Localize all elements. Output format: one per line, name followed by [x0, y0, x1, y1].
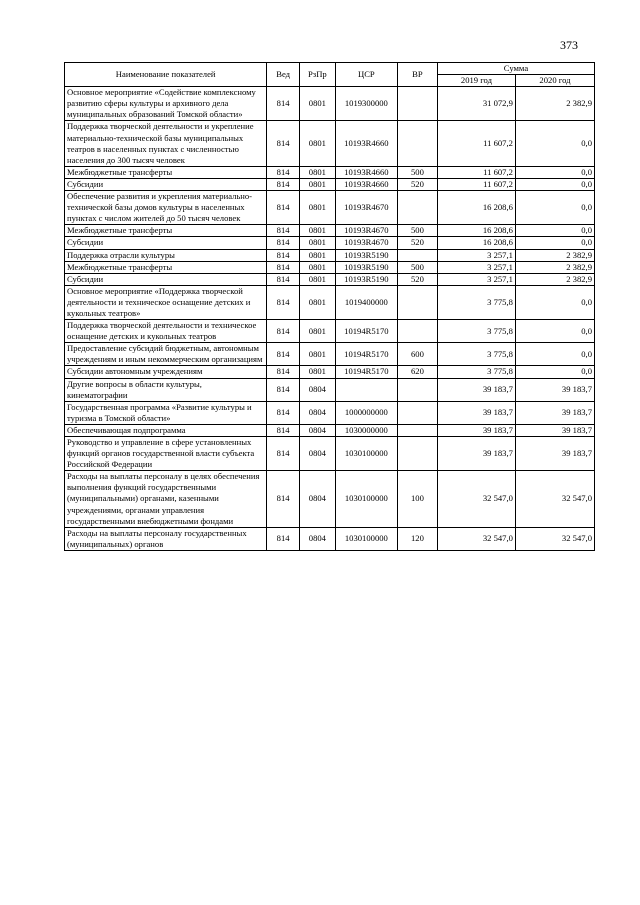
- row-name: Руководство и управление в сфере установленных функций органов государственной власти субъекта Российской Федерации: [65, 437, 267, 471]
- row-vr: 520: [397, 273, 437, 285]
- row-ved: 814: [267, 343, 300, 366]
- row-ved: 814: [267, 121, 300, 166]
- row-ved: 814: [267, 87, 300, 121]
- table-row: [65, 191, 595, 225]
- row-csr: 1030100000: [335, 437, 397, 471]
- row-vr: [397, 249, 437, 261]
- row-sum-2020: 32 547,0: [515, 527, 594, 550]
- header-csr: ЦСР: [335, 63, 397, 87]
- row-rzpr: 0801: [299, 178, 335, 190]
- row-csr: 10193R5190: [335, 273, 397, 285]
- row-sum-2019: 11 607,2: [437, 121, 515, 166]
- row-name: Обеспечивающая подпрограмма: [65, 424, 267, 436]
- row-vr: 500: [397, 261, 437, 273]
- row-sum-2020: 2 382,9: [515, 273, 594, 285]
- table-row: [65, 178, 595, 190]
- row-csr: 1019300000: [335, 87, 397, 121]
- row-sum-2020: 0,0: [515, 178, 594, 190]
- row-rzpr: 0801: [299, 320, 335, 343]
- row-sum-2020: 39 183,7: [515, 401, 594, 424]
- table-row: [65, 166, 595, 178]
- row-csr: 1030100000: [335, 471, 397, 527]
- row-vr: [397, 87, 437, 121]
- table-row: [65, 249, 595, 261]
- row-name: Основное мероприятие «Содействие комплексному развитию сферы культуры и архивного дела муниципальных образований Томской области»: [65, 87, 267, 121]
- row-ved: 814: [267, 273, 300, 285]
- row-sum-2020: 0,0: [515, 343, 594, 366]
- row-vr: [397, 121, 437, 166]
- row-ved: 814: [267, 237, 300, 249]
- row-csr: 10193R4670: [335, 191, 397, 225]
- row-sum-2019: 16 208,6: [437, 225, 515, 237]
- row-csr: 10194R5170: [335, 366, 397, 378]
- row-rzpr: 0801: [299, 166, 335, 178]
- row-sum-2019: 11 607,2: [437, 166, 515, 178]
- row-sum-2019: 39 183,7: [437, 437, 515, 471]
- row-sum-2020: 0,0: [515, 237, 594, 249]
- table-row: [65, 424, 595, 436]
- row-vr: [397, 378, 437, 401]
- row-csr: 10193R4660: [335, 178, 397, 190]
- row-name: Поддержка отрасли культуры: [65, 249, 267, 261]
- row-rzpr: 0804: [299, 378, 335, 401]
- row-ved: 814: [267, 527, 300, 550]
- row-rzpr: 0801: [299, 225, 335, 237]
- row-name: Государственная программа «Развитие культуры и туризма в Томской области»: [65, 401, 267, 424]
- row-sum-2020: 2 382,9: [515, 87, 594, 121]
- row-vr: 500: [397, 166, 437, 178]
- row-csr: 10194R5170: [335, 320, 397, 343]
- row-sum-2020: 0,0: [515, 225, 594, 237]
- row-ved: 814: [267, 320, 300, 343]
- row-rzpr: 0804: [299, 424, 335, 436]
- table-row: [65, 237, 595, 249]
- table-row: [65, 225, 595, 237]
- table-header: [65, 63, 595, 87]
- row-name: Расходы на выплаты персоналу в целях обеспечения выполнения функций государственными (муниципальными) органами, казенными учреждениями, органами управления государственными внебюджетными фондами: [65, 471, 267, 527]
- budget-table: [64, 62, 595, 551]
- row-name: Поддержка творческой деятельности и техническое оснащение детских и кукольных театров: [65, 320, 267, 343]
- row-sum-2019: 3 775,8: [437, 285, 515, 319]
- row-vr: [397, 191, 437, 225]
- row-vr: 520: [397, 178, 437, 190]
- row-name: Субсидии автономным учреждениям: [65, 366, 267, 378]
- row-vr: [397, 424, 437, 436]
- row-sum-2019: 3 775,8: [437, 343, 515, 366]
- row-rzpr: 0801: [299, 121, 335, 166]
- row-sum-2020: 0,0: [515, 320, 594, 343]
- table-row: [65, 378, 595, 401]
- row-sum-2020: 2 382,9: [515, 261, 594, 273]
- row-sum-2020: 39 183,7: [515, 378, 594, 401]
- table-row: [65, 401, 595, 424]
- row-name: Другие вопросы в области культуры, кинематографии: [65, 378, 267, 401]
- row-sum-2019: 31 072,9: [437, 87, 515, 121]
- row-name: Предоставление субсидий бюджетным, автономным учреждениям и иным некоммерческим организациям: [65, 343, 267, 366]
- row-sum-2019: 11 607,2: [437, 178, 515, 190]
- row-sum-2019: 3 257,1: [437, 273, 515, 285]
- row-csr: 10193R4670: [335, 237, 397, 249]
- row-csr: [335, 378, 397, 401]
- row-csr: 10193R4670: [335, 225, 397, 237]
- table-row: [65, 285, 595, 319]
- row-csr: 10193R5190: [335, 249, 397, 261]
- row-ved: 814: [267, 285, 300, 319]
- row-name: Расходы на выплаты персоналу государственных (муниципальных) органов: [65, 527, 267, 550]
- table-row: [65, 320, 595, 343]
- table-body: [65, 87, 595, 551]
- row-vr: 620: [397, 366, 437, 378]
- table-row: [65, 527, 595, 550]
- row-sum-2020: 0,0: [515, 166, 594, 178]
- row-rzpr: 0801: [299, 343, 335, 366]
- row-csr: 10193R4660: [335, 121, 397, 166]
- row-sum-2020: 0,0: [515, 121, 594, 166]
- row-vr: [397, 401, 437, 424]
- row-sum-2019: 3 775,8: [437, 366, 515, 378]
- row-sum-2019: 3 257,1: [437, 261, 515, 273]
- row-csr: 1030100000: [335, 527, 397, 550]
- row-name: Межбюджетные трансферты: [65, 225, 267, 237]
- row-name: Межбюджетные трансферты: [65, 166, 267, 178]
- row-vr: [397, 285, 437, 319]
- row-ved: 814: [267, 166, 300, 178]
- row-name: Поддержка творческой деятельности и укрепление материально-технической базы муниципальных театров в населенных пунктах с численностью населения до 300 тысяч человек: [65, 121, 267, 166]
- header-name: Наименование показателей: [65, 63, 267, 87]
- row-vr: 600: [397, 343, 437, 366]
- page-number: 373: [560, 38, 578, 52]
- row-vr: [397, 437, 437, 471]
- table-row: [65, 121, 595, 166]
- header-ved: Вед: [267, 63, 300, 87]
- row-rzpr: 0801: [299, 366, 335, 378]
- row-rzpr: 0804: [299, 527, 335, 550]
- row-rzpr: 0804: [299, 401, 335, 424]
- row-sum-2019: 39 183,7: [437, 378, 515, 401]
- row-ved: 814: [267, 378, 300, 401]
- row-sum-2019: 39 183,7: [437, 424, 515, 436]
- row-name: Субсидии: [65, 237, 267, 249]
- row-name: Межбюджетные трансферты: [65, 261, 267, 273]
- row-csr: 10194R5170: [335, 343, 397, 366]
- row-rzpr: 0804: [299, 437, 335, 471]
- row-rzpr: 0801: [299, 273, 335, 285]
- row-name: Субсидии: [65, 178, 267, 190]
- row-vr: 520: [397, 237, 437, 249]
- header-vr: ВР: [397, 63, 437, 87]
- row-csr: 1019400000: [335, 285, 397, 319]
- row-sum-2020: 0,0: [515, 366, 594, 378]
- row-csr: 10193R4660: [335, 166, 397, 178]
- row-ved: 814: [267, 261, 300, 273]
- row-sum-2019: 16 208,6: [437, 191, 515, 225]
- header-year-2019: 2019 год: [437, 75, 515, 87]
- row-name: Обеспечение развития и укрепления материально-технической базы домов культуры в населенных пунктах с числом жителей до 50 тысяч человек: [65, 191, 267, 225]
- row-sum-2020: 39 183,7: [515, 424, 594, 436]
- row-csr: 1000000000: [335, 401, 397, 424]
- row-ved: 814: [267, 178, 300, 190]
- row-name: Субсидии: [65, 273, 267, 285]
- row-csr: 10193R5190: [335, 261, 397, 273]
- row-sum-2020: 39 183,7: [515, 437, 594, 471]
- row-ved: 814: [267, 401, 300, 424]
- row-ved: 814: [267, 437, 300, 471]
- row-rzpr: 0801: [299, 261, 335, 273]
- row-sum-2019: 3 257,1: [437, 249, 515, 261]
- row-ved: 814: [267, 191, 300, 225]
- row-sum-2019: 16 208,6: [437, 237, 515, 249]
- row-sum-2020: 0,0: [515, 285, 594, 319]
- row-sum-2019: 32 547,0: [437, 527, 515, 550]
- row-ved: 814: [267, 424, 300, 436]
- row-ved: 814: [267, 249, 300, 261]
- table-row: [65, 343, 595, 366]
- row-sum-2020: 32 547,0: [515, 471, 594, 527]
- row-sum-2019: 3 775,8: [437, 320, 515, 343]
- row-csr: 1030000000: [335, 424, 397, 436]
- row-rzpr: 0801: [299, 249, 335, 261]
- row-vr: 120: [397, 527, 437, 550]
- table-row: [65, 366, 595, 378]
- row-rzpr: 0804: [299, 471, 335, 527]
- row-vr: 100: [397, 471, 437, 527]
- row-rzpr: 0801: [299, 285, 335, 319]
- row-sum-2019: 32 547,0: [437, 471, 515, 527]
- table-row: [65, 273, 595, 285]
- header-year-2020: 2020 год: [515, 75, 594, 87]
- row-rzpr: 0801: [299, 191, 335, 225]
- row-ved: 814: [267, 366, 300, 378]
- table-row: [65, 87, 595, 121]
- row-name: Основное мероприятие «Поддержка творческой деятельности и техническое оснащение детских и кукольных театров»: [65, 285, 267, 319]
- row-sum-2020: 0,0: [515, 191, 594, 225]
- row-rzpr: 0801: [299, 237, 335, 249]
- row-vr: 500: [397, 225, 437, 237]
- table-row: [65, 471, 595, 527]
- header-sum: Сумма: [437, 63, 594, 75]
- row-sum-2020: 2 382,9: [515, 249, 594, 261]
- row-vr: [397, 320, 437, 343]
- table-row: [65, 261, 595, 273]
- header-rzpr: РзПр: [299, 63, 335, 87]
- row-sum-2019: 39 183,7: [437, 401, 515, 424]
- row-ved: 814: [267, 225, 300, 237]
- row-ved: 814: [267, 471, 300, 527]
- table-row: [65, 437, 595, 471]
- row-rzpr: 0801: [299, 87, 335, 121]
